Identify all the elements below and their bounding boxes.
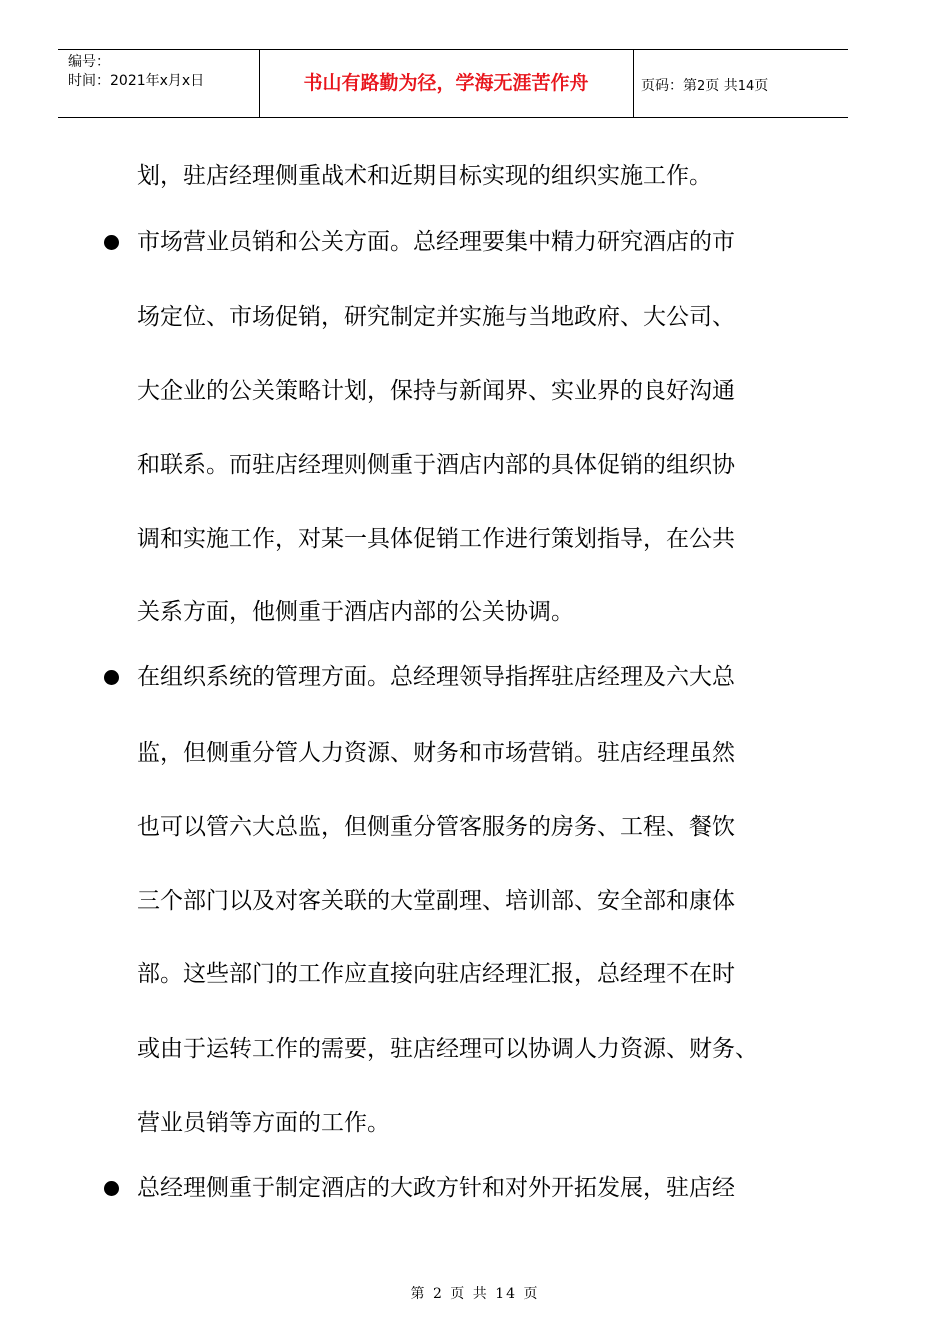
page-total: 14 [737,79,755,94]
body-line: 营业员销等方面的工作。 [137,1110,390,1136]
body-line: 市场营业员销和公关方面。总经理要集中精力研究酒店的市 [137,229,735,255]
document-date: 时间：2021年x月x日 [68,73,205,89]
body-line: 也可以管六大总监，但侧重分管客服务的房务、工程、餐饮 [137,814,735,840]
body-line: 关系方面，他侧重于酒店内部的公关协调。 [137,599,574,625]
document-number-label: 编号： [68,54,110,70]
body-line: 划，驻店经理侧重战术和近期目标实现的组织实施工作。 [137,163,712,189]
body-line: 在组织系统的管理方面。总经理领导指挥驻店经理及六大总 [137,664,735,690]
header-divider-right [633,49,634,117]
body-line: 和联系。而驻店经理则侧重于酒店内部的具体促销的组织协 [137,452,735,478]
body-line: 大企业的公关策略计划，保持与新闻界、实业界的良好沟通 [137,378,735,404]
body-line: 场定位、市场促销，研究制定并实施与当地政府、大公司、 [137,304,735,330]
page-mid: 页 共 [705,78,738,94]
bullet-icon [104,670,119,685]
body-line: 或由于运转工作的需要，驻店经理可以协调人力资源、财务、 [137,1036,758,1062]
bullet-icon [104,1181,119,1196]
header-bottom-rule [58,117,848,118]
page-number: 2 [697,79,706,94]
page-footer: 第 2 页 共 14 页 [410,1286,540,1302]
body-line: 总经理侧重于制定酒店的大政方针和对外开拓发展，驻店经 [137,1175,735,1201]
body-line: 监，但侧重分管人力资源、财务和市场营销。驻店经理虽然 [137,740,735,766]
body-line: 三个部门以及对客关联的大堂副理、培训部、安全部和康体 [137,888,735,914]
header-top-rule [58,49,848,50]
body-line: 调和实施工作，对某一具体促销工作进行策划指导，在公共 [137,526,735,552]
header-page-indicator [641,75,768,95]
page-prefix: 页码：第 [641,78,697,94]
header-meta [68,53,204,91]
header-slogan: 书山有路勤为径，学海无涯苦作舟 [303,72,589,94]
page-suffix: 页 [754,78,769,94]
bullet-icon [104,235,119,250]
body-line: 部。这些部门的工作应直接向驻店经理汇报，总经理不在时 [137,961,735,987]
